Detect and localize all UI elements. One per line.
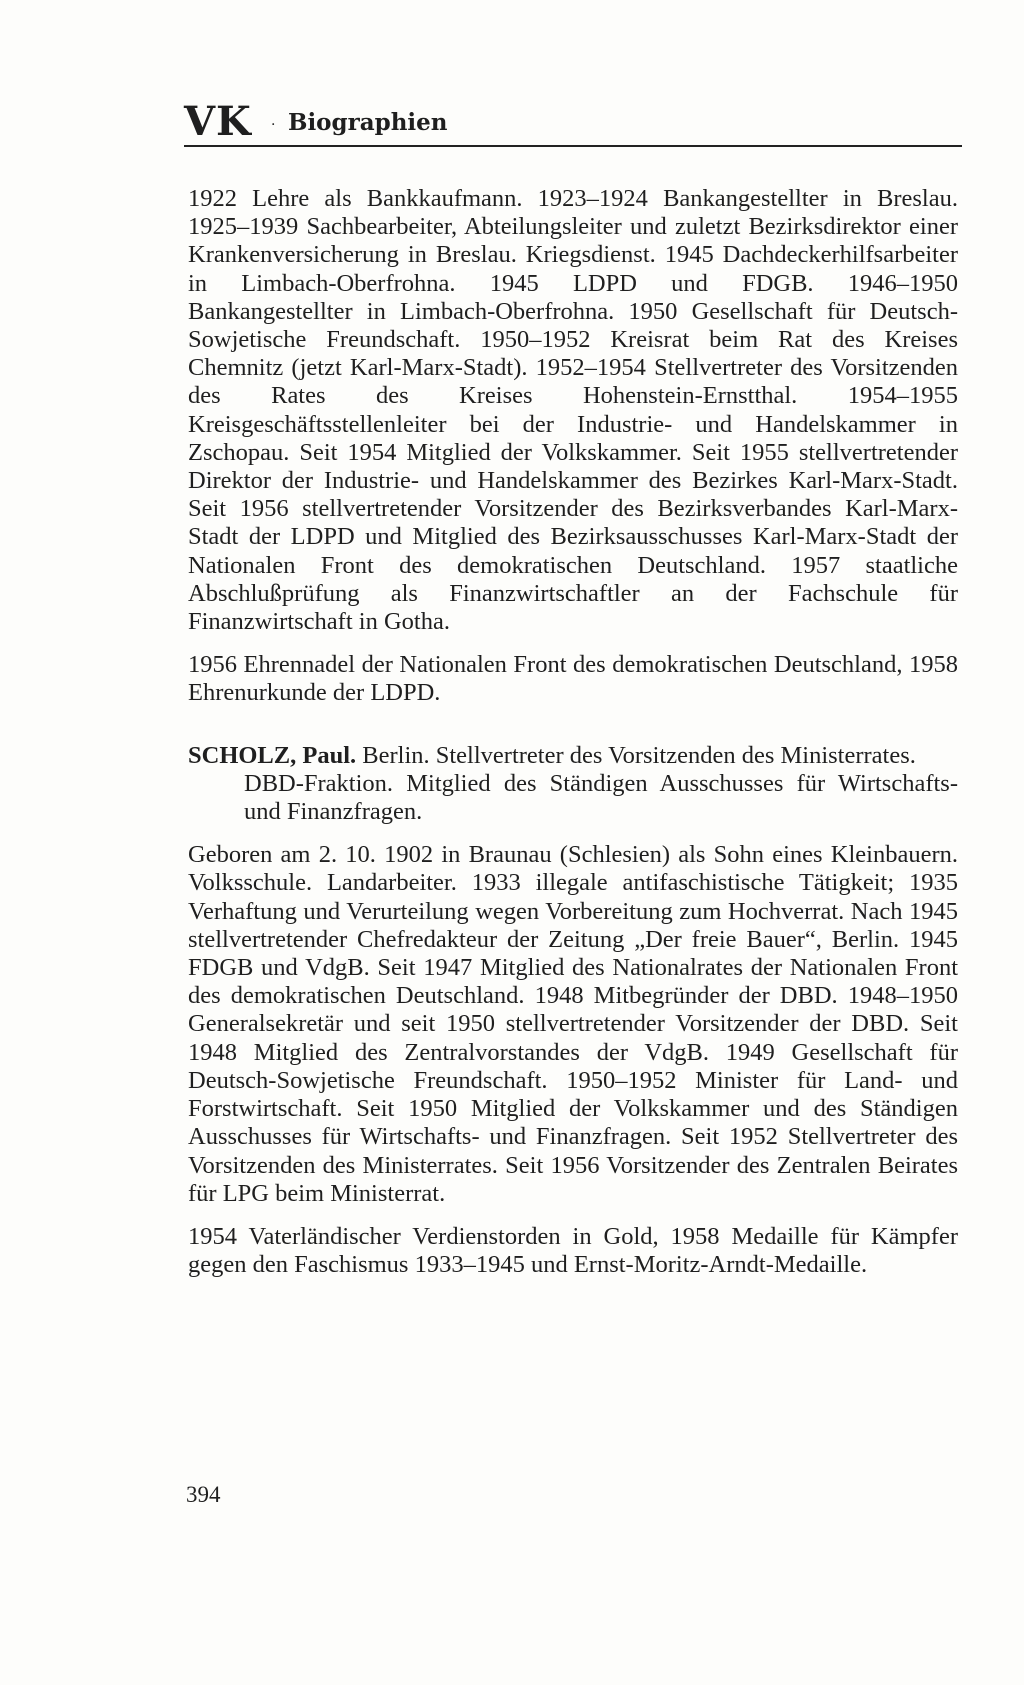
header-separator-dot: · — [271, 117, 276, 133]
entry-name: SCHOLZ, Paul. — [188, 741, 357, 769]
running-header — [184, 100, 960, 144]
header-section-title: Biographien — [288, 109, 448, 136]
continued-awards-paragraph: 1956 Ehrennadel der Nationalen Front des demokratischen Deutschland, 1958 Ehrenurkunde der LDPD. — [188, 651, 958, 707]
entry-heading — [188, 742, 958, 770]
entry-career-paragraph: Geboren am 2. 10. 1902 in Braunau (Schlesien) als Sohn eines Kleinbauern. Volksschule. Landarbeiter. 1933 illegale antifaschistische Tätigkeit; 1935 Verhaftung und Verurteilung wegen Vorbereitung zum Hochverrat. Nach 1945 stellvertretender Chefredakteur der Zeitung „Der freie Bauer“, Berlin. 1945 FDGB und VdgB. Seit 1947 Mitglied des Nationalrates der Nationalen Front des demokratischen Deutschland. 1948 Mitbegründer der DBD. 1948–1950 Generalsekretär und seit 1950 stellvertretender Vorsitzender der DBD. Seit 1948 Mitglied des Zentralvorstandes der VdgB. 1949 Gesellschaft für Deutsch-Sowjetische Freundschaft. 1950–1952 Minister für Land- und Forstwirtschaft. Seit 1950 Mitglied der Volkskammer und des Ständigen Ausschusses für Wirtschafts- und Finanzfragen. Seit 1952 Stellvertreter des Vorsitzenden des Ministerrates. Seit 1956 Vorsitzender des Zentralen Beirates für LPG beim Ministerrat. — [188, 841, 958, 1207]
page-content — [188, 185, 958, 1279]
biography-entry — [188, 742, 958, 1280]
header-mark: VK — [184, 98, 252, 145]
page-number: 394 — [186, 1482, 221, 1507]
entry-position: Berlin. Stellvertreter des Vorsitzenden des Ministerrates. — [356, 741, 916, 769]
header-rule — [184, 145, 962, 147]
continued-career-paragraph: 1922 Lehre als Bankkaufmann. 1923–1924 Bankangestellter in Breslau. 1925–1939 Sachbearbeiter, Abteilungsleiter und zuletzt Bezirksdirektor einer Krankenversicherung in Breslau. Kriegsdienst. 1945 Dachdeckerhilfsarbeiter in Limbach-Oberfrohna. 1945 LDPD und FDGB. 1946–1950 Bankangestellter in Limbach-Oberfrohna. 1950 Gesellschaft für Deutsch-Sowjetische Freundschaft. 1950–1952 Kreisrat beim Rat des Kreises Chemnitz (jetzt Karl-Marx-Stadt). 1952–1954 Stellvertreter des Vorsitzenden des Rates des Kreises Hohenstein-Ernstthal. 1954–1955 Kreisgeschäftsstellenleiter bei der Industrie- und Handelskammer in Zschopau. Seit 1954 Mitglied der Volkskammer. Seit 1955 stellvertretender Direktor der Industrie- und Handelskammer des Bezirkes Karl-Marx-Stadt. Seit 1956 stellvertretender Vorsitzender des Bezirksverbandes Karl-Marx-Stadt der LDPD und Mitglied des Bezirksausschusses Karl-Marx-Stadt der Nationalen Front des demokratischen Deutschland. 1957 staatliche Abschlußprüfung als Finanzwirtschaftler an der Fachschule für Finanzwirtschaft in Gotha. — [188, 185, 958, 636]
entry-awards-paragraph: 1954 Vaterländischer Verdienstorden in Gold, 1958 Medaille für Kämpfer gegen den Faschismus 1933–1945 und Ernst-Moritz-Arndt-Medaille. — [188, 1222, 958, 1279]
entry-faction: DBD-Fraktion. Mitglied des Ständigen Ausschusses für Wirtschafts- und Finanzfragen. — [244, 769, 958, 826]
